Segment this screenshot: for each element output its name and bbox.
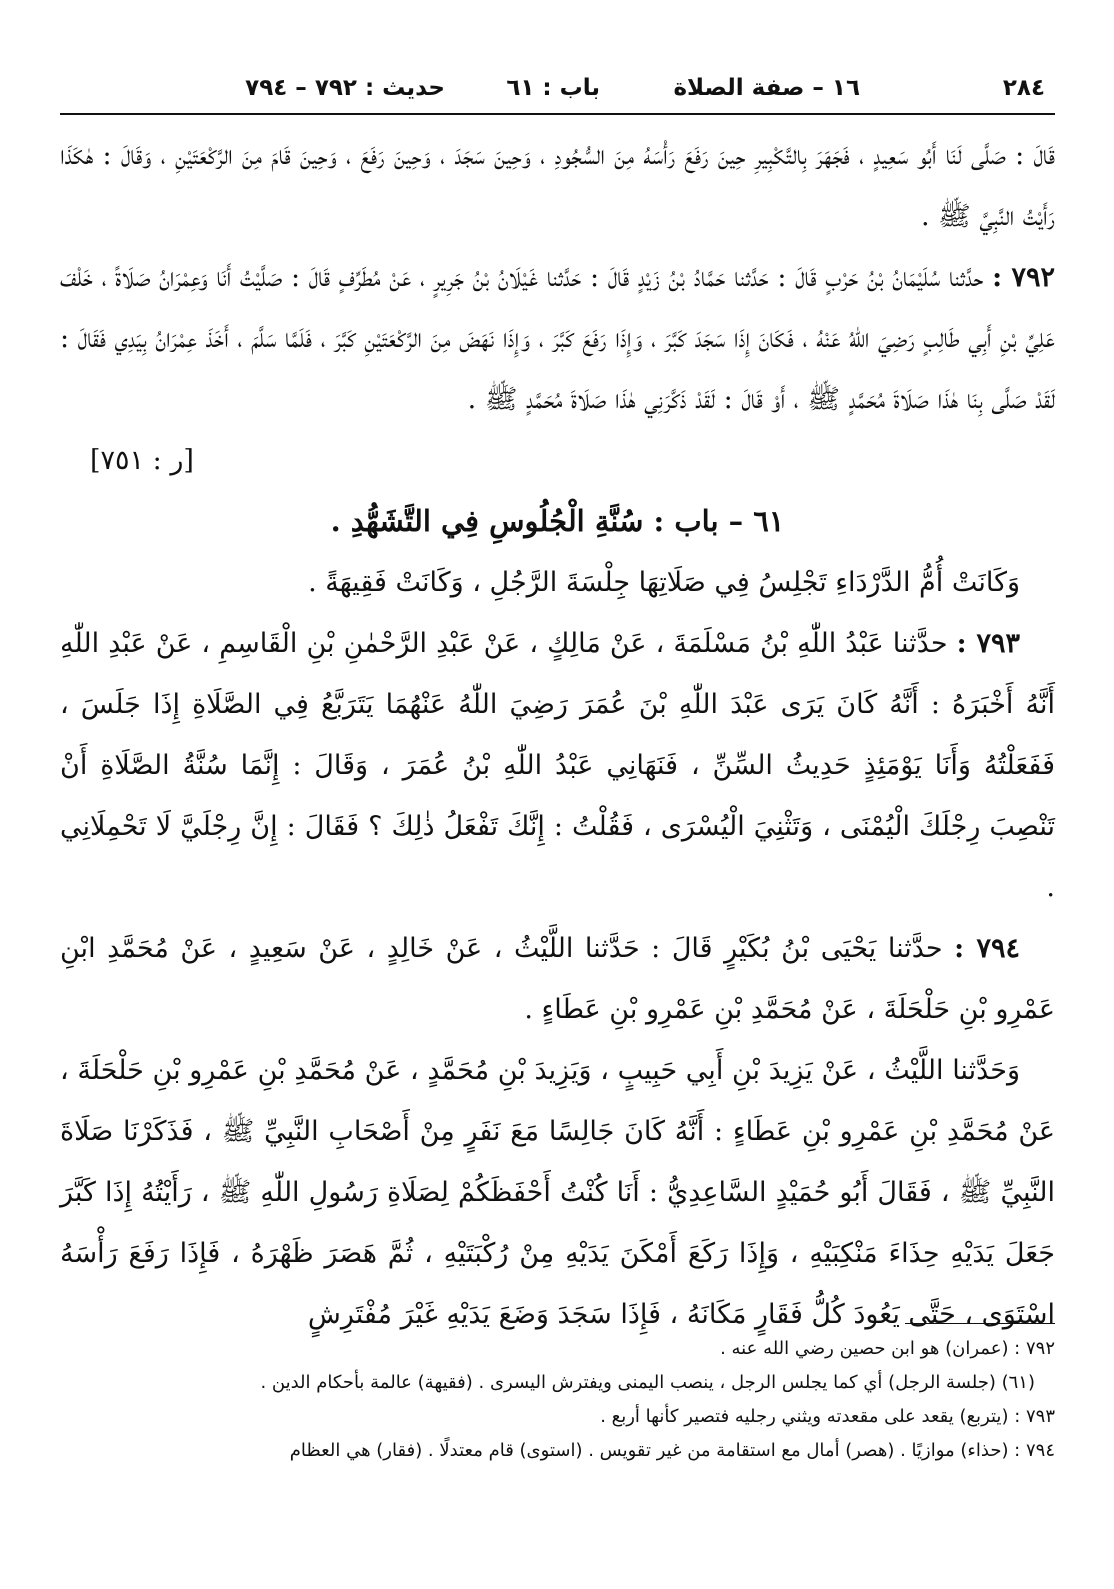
book-title: ١٦ – صفة الصلاة <box>673 75 860 101</box>
hadith-794 <box>60 918 1055 1040</box>
footnote-divider <box>905 1323 1055 1324</box>
paragraph-continuation: قَالَ : صَلَّى لَنَا أَبُو سَعِيدٍ ، فَجَهَرَ بِالتَّكْبِيرِ حِينَ رَفَعَ رَأْسَهُ مِنَ السُّجُودِ ، وَحِينَ سَجَدَ ، وَحِينَ رَفَعَ ، وَحِينَ قَامَ مِنَ الرَّكْعَتَيْنِ ، وَقَالَ : هٰكَذَا رَأَيْتُ النَّبِيَّ ﷺ . <box>60 140 1055 232</box>
footnote-792: ٧٩٢ : (عمران) هو ابن حصين رضي الله عنه . <box>720 1338 1055 1359</box>
chapter-label: باب : ٦١ <box>506 75 600 101</box>
footnote-794: ٧٩٤ : (حذاء) موازيًا . (هصر) أمال مع استقامة من غير تقويس . (استوى) قام معتدلًا . (فقار) هي العظام <box>289 1440 1055 1461</box>
book-page <box>60 55 1055 1555</box>
main-text <box>60 125 1055 1345</box>
footnote-61: (٦١) (جلسة الرجل) أي كما يجلس الرجل ، ينصب اليمنى ويفترش اليسرى . (فقيهة) عالمة بأحكام الدين . <box>260 1372 1035 1393</box>
page-number: ٢٨٤ <box>1002 75 1045 101</box>
footnotes <box>60 1323 1055 1468</box>
chapter-intro: وَكَانَتْ أُمُّ الدَّرْدَاءِ تَجْلِسُ فِي صَلَاتِهَا جِلْسَةَ الرَّجُلِ ، وَكَانَتْ فَقِيهَةً . <box>308 567 1020 598</box>
cross-reference: [ر : ٧٥١] <box>90 445 194 476</box>
page-header <box>60 55 1055 115</box>
hadith-text: حدَّثنا يَحْيَى بْنُ بُكَيْرٍ قَالَ : حَدَّثنا اللَّيْثُ ، عَنْ خَالِدٍ ، عَنْ سَعِيدٍ ، عَنْ مُحَمَّدِ ابْنِ عَمْرِو بْنِ حَلْحَلَةَ ، عَنْ مُحَمَّدِ بْنِ عَمْرِو بْنِ عَطَاءٍ . <box>60 933 1055 1025</box>
hadith-794-continuation: وَحَدَّثنا اللَّيْثُ ، عَنْ يَزِيدَ بْنِ أَبِي حَبِيبٍ ، وَيَزِيدَ بْنِ مُحَمَّدٍ ، عَنْ مُحَمَّدِ بْنِ عَمْرِو بْنِ حَلْحَلَةَ ، عَنْ مُحَمَّدِ بْنِ عَمْرِو بْنِ عَطَاءٍ : أَنَّهُ كَانَ جَالِسًا مَعَ نَفَرٍ مِنْ أَصْحَابِ النَّبِيِّ ﷺ ، فَذَكَرْنَا صَلَاةَ النَّبِيِّ ﷺ ، فَقَالَ أَبُو حُمَيْدٍ السَّاعِدِيُّ : أَنَا كُنْتُ أَحْفَظَكُمْ لِصَلَاةِ رَسُولِ اللّٰهِ ﷺ ، رَأَيْتُهُ إِذَا كَبَّرَ جَعَلَ يَدَيْهِ حِذَاءَ مَنْكِبَيْهِ ، وَإِذَا رَكَعَ أَمْكَنَ يَدَيْهِ مِنْ رُكْبَتَيْهِ ، ثُمَّ هَصَرَ ظَهْرَهُ ، فَإِذَا رَفَعَ رَأْسَهُ اسْتَوَى ، حَتَّى يَعُودَ كُلُّ فَقَارٍ مَكَانَهُ ، فَإِذَا سَجَدَ وَضَعَ يَدَيْهِ غَيْرَ مُفْتَرِشٍ <box>60 1055 1055 1330</box>
hadith-range: حديث : ٧٩٢ – ٧٩٤ <box>245 75 445 101</box>
hadith-number: ٧٩٤ : <box>954 933 1020 964</box>
footnote-793: ٧٩٣ : (يتربع) يقعد على مقعدته ويثني رجليه فتصير كأنها أربع . <box>600 1406 1055 1427</box>
hadith-text: حدَّثنا عَبْدُ اللّٰهِ بْنُ مَسْلَمَةَ ، عَنْ مَالِكٍ ، عَنْ عَبْدِ الرَّحْمٰنِ بْنِ الْقَاسِمِ ، عَنْ عَبْدِ اللّٰهِ أَنَّهُ أَخْبَرَهُ : أَنَّهُ كَانَ يَرَى عَبْدَ اللّٰهِ بْنَ عُمَرَ رَضِيَ اللّٰهُ عَنْهُمَا يَتَرَبَّعُ فِي الصَّلَاةِ إِذَا جَلَسَ ، فَفَعَلْتُهُ وَأَنَا يَوْمَئِذٍ حَدِيثُ السِّنِّ ، فَنَهَانِي عَبْدُ اللّٰهِ بْنُ عُمَرَ ، وَقَالَ : إِنَّمَا سُنَّةُ الصَّلَاةِ أَنْ تَنْصِبَ رِجْلَكَ الْيُمْنَى ، وَتَثْنِيَ الْيُسْرَى ، فَقُلْتُ : إِنَّكَ تَفْعَلُ ذٰلِكَ ؟ فَقَالَ : إِنَّ رِجْلَيَّ لَا تَحْمِلَانِي . <box>60 628 1055 903</box>
hadith-793 <box>60 613 1055 918</box>
hadith-number: ٧٩٢ : <box>992 262 1055 293</box>
hadith-number: ٧٩٣ : <box>956 628 1020 659</box>
hadith-792 <box>60 247 1055 430</box>
chapter-heading: ٦١ – باب : سُنَّةِ الْجُلُوسِ فِي التَّشَهُّدِ . <box>330 504 785 538</box>
hadith-text: حدَّثنا سُلَيْمَانُ بْنُ حَرْبٍ قَالَ : حَدَّثنا حَمَّادُ بْنُ زَيْدٍ قَالَ : حَدَّثنا غَيْلَانُ بْنُ جَرِيرٍ ، عَنْ مُطَرِّفٍ قَالَ : صَلَّيْتُ أَنَا وَعِمْرَانُ صَلَاةً ، خَلْفَ عَلِيِّ بْنِ أَبِي طَالِبٍ رَضِيَ اللّٰهُ عَنْهُ ، فَكَانَ إِذَا سَجَدَ كَبَّرَ ، وَإِذَا رَفَعَ كَبَّرَ ، وَإِذَا نَهَضَ مِنَ الرَّكْعَتَيْنِ كَبَّرَ ، فَلَمَّا سَلَّمَ ، أَخَذَ عِمْرَانُ بِيَدِي فَقَالَ : لَقَدْ صَلَّى بِنَا هٰذَا صَلَاةَ مُحَمَّدٍ ﷺ ، أَوْ قَالَ : لَقَدْ ذَكَّرَنِي هٰذَا صَلَاةَ مُحَمَّدٍ ﷺ . <box>60 262 1055 415</box>
